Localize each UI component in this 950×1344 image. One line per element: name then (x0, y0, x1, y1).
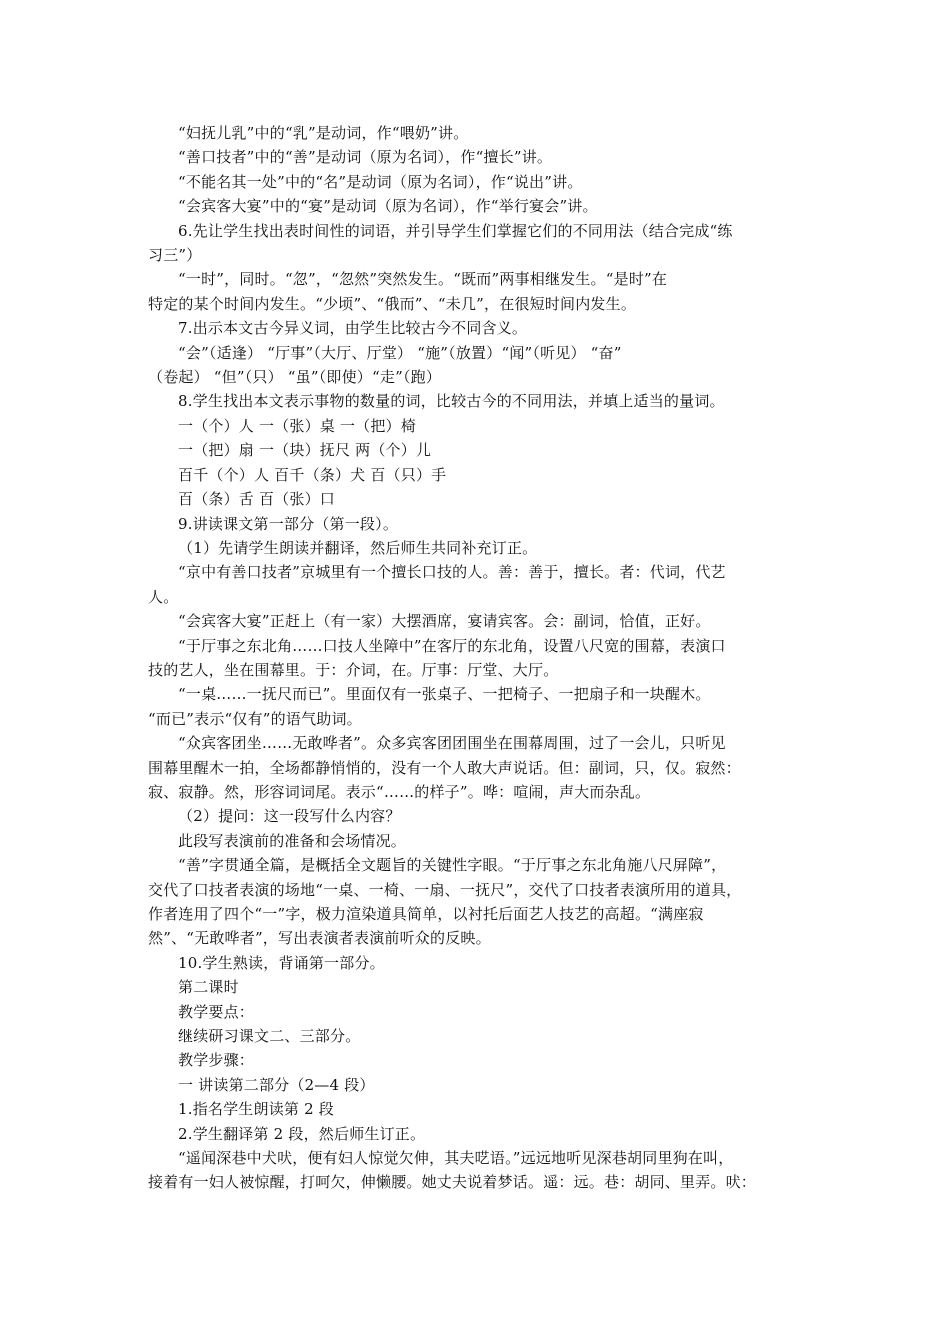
text-line: 10.学生熟读，背诵第一部分。 (178, 953, 385, 972)
text-line: 然”、“无敢哗者”，写出表演者表演前听众的反映。 (148, 929, 491, 948)
text-line: （卷起） “但”（只） “虽”（即使）“走”（跑） (148, 368, 442, 387)
text-line: 百千（个）人 百千（条）犬 百（只）手 (178, 465, 447, 484)
text-line: “遥闻深巷中犬吠，便有妇人惊觉欠伸，其夫呓语。”远远地听见深巷胡同里狗在叫， (178, 1149, 734, 1168)
text-line: 教学要点： (178, 1002, 255, 1021)
text-line: 教学步骤： (178, 1051, 255, 1070)
text-line: 1.指名学生朗读第 2 段 (178, 1100, 334, 1119)
text-line: 人。 (148, 587, 179, 606)
text-line: “而已”表示“仅有”的语气助词。 (148, 709, 362, 728)
text-line: 围幕里醒木一拍，全场都静悄悄的，没有一个人敢大声说话。但：副词，只，仅。寂然： (148, 758, 741, 777)
text-line: “会宾客大宴”正赶上（有一家）大摆酒席，宴请宾客。会：副词，恰值，正好。 (178, 612, 711, 631)
text-line: “不能名其一处”中的“名”是动词（原为名词），作“说出”讲。 (178, 172, 583, 191)
text-line: “妇抚儿乳”中的“乳”是动词，作“喂奶”讲。 (178, 124, 469, 142)
text-line: 第二课时 (178, 978, 239, 997)
text-line: 继续研习课文二、三部分。 (178, 1027, 361, 1046)
text-line: 此段写表演前的准备和会场情况。 (178, 831, 407, 850)
text-line: “于厅事之东北角……口技人坐障中”在客厅的东北角，设置八尺宽的围幕，表演口 (178, 636, 726, 655)
text-line: “善口技者”中的“善”是动词（原为名词），作“擅长”讲。 (178, 148, 553, 167)
text-line: 9.讲读课文第一部分（第一段）。 (178, 514, 399, 533)
text-line: 寂、寂静。然，形容词词尾。表示“……的样子”。哗：喧闹，声大而杂乱。 (148, 782, 651, 801)
text-line: 7.出示本文古今异义词，由学生比较古今不同含义。 (178, 319, 528, 338)
text-line: 接着有一妇人被惊醒，打呵欠，伸懒腰。她丈夫说着梦话。遥：远。巷：胡同、里弄。吠： (148, 1173, 757, 1192)
text-line: “会宾客大宴”中的“宴”是动词（原为名词），作“举行宴会”讲。 (178, 197, 598, 216)
text-line: “会”（适逢） “厅事”（大厅、厅堂） “施”（放置）“闻”（听见） “奋” (178, 343, 622, 362)
text-line: 6.先让学生找出表时间性的词语，并引导学生们掌握它们的不同用法（结合完成“练 (178, 221, 733, 240)
text-line: 一 讲读第二部分（2—4 段） (178, 1075, 375, 1094)
text-line: 2.学生翻译第 2 段，然后师生订正。 (178, 1124, 426, 1143)
text-line: “一桌……一抚尺而已”。里面仅有一张桌子、一把椅子、一把扇子和一块醒木。 (178, 685, 711, 704)
text-line: “一时”，同时。“忽”，“忽然”突然发生。“既而”两事相继发生。“是时”在 (178, 270, 668, 289)
text-line: 特定的某个时间内发生。“少顷”、“俄而”、“未几”，在很短时间内发生。 (148, 294, 637, 313)
text-line: 一（把）扇 一（块）抚尺 两（个）儿 (178, 441, 432, 460)
document-page (148, 121, 820, 1195)
text-line: 百（条）舌 百（张）口 (178, 490, 335, 509)
text-line: “众宾客团坐……无敢哗者”。众多宾客团团围坐在围幕周围，过了一会儿，只听见 (178, 734, 726, 753)
text-line: 技的艺人，坐在围幕里。于：介词，在。厅事：厅堂、大厅。 (148, 660, 559, 679)
text-line: “京中有善口技者”京城里有一个擅长口技的人。善：善于，擅长。者：代词，代艺 (178, 563, 726, 582)
text-line: 交代了口技者表演的场地“一桌、一椅、一扇、一抚尺”，交代了口技者表演所用的道具， (148, 880, 742, 899)
text-line: 一（个）人 一（张）桌 一（把）椅 (178, 416, 416, 435)
text-line: 作者连用了四个“一”字，极力渲染道具简单，以衬托后面艺人技艺的高超。“满座寂 (148, 905, 704, 923)
text-line: 习三”） (148, 246, 202, 265)
text-line: （2）提问：这一段写什么内容？ (178, 807, 401, 826)
text-line: “善”字贯通全篇，是概括全文题旨的关键性字眼。“于厅事之东北角施八尺屏障”， (178, 856, 727, 875)
text-line: （1）先请学生朗读并翻译，然后师生共同补充订正。 (178, 538, 538, 557)
text-line: 8.学生找出本文表示事物的数量的词，比较古今的不同用法，并填上适当的量词。 (178, 392, 725, 411)
